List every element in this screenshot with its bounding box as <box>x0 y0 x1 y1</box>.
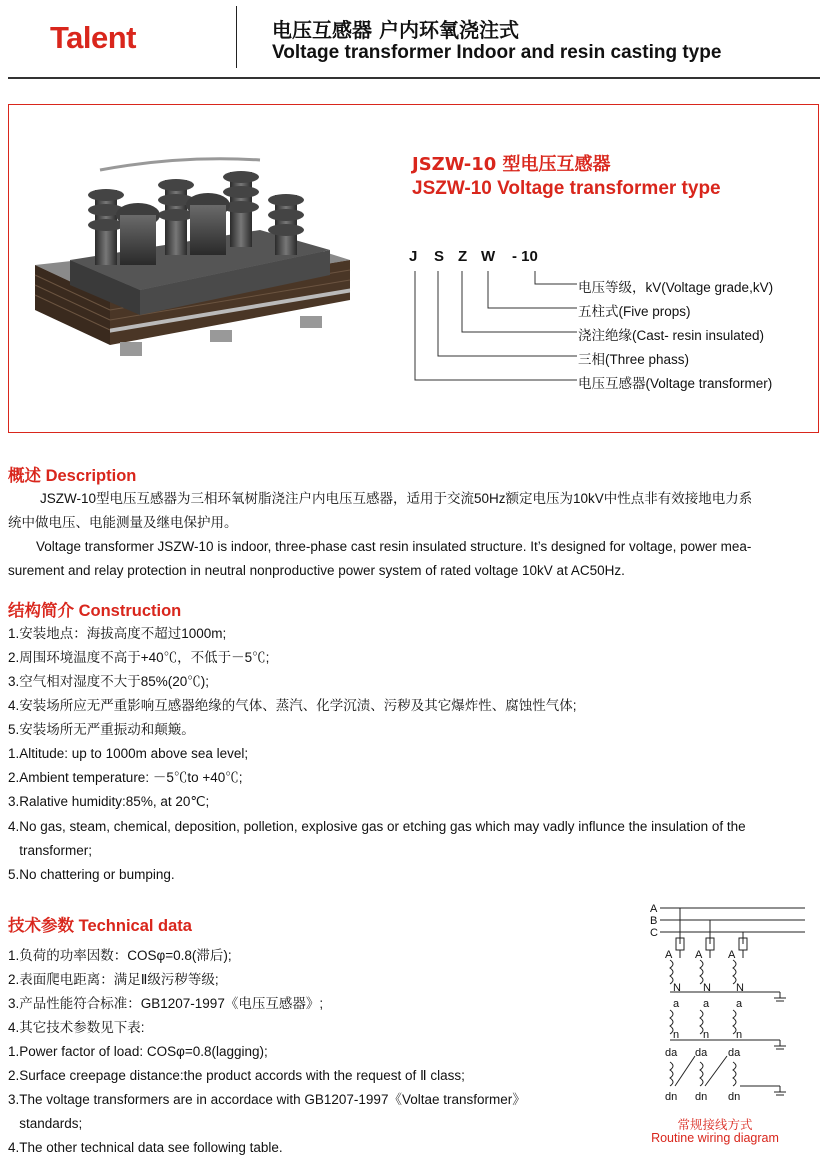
model-title-cn: JSZW-10 型电压互感器 <box>412 154 611 175</box>
technical-item: 3.产品性能符合标准：GB1207-1997《电压互感器》; <box>8 996 324 1011</box>
construction-item: 3.空气相对湿度不大于85%(20℃); <box>8 674 210 689</box>
construction-item: 4.安装场所应无严重影响互感器绝缘的气体、蒸汽、化学沉渍、污秽及其它爆炸性、腐蚀性气体; <box>8 698 577 713</box>
description-en-line2: surement and relay protection in neutral nonproductive power system of rated voltage 10kV at AC50Hz. <box>8 563 625 578</box>
description-cn-line1: JSZW-10型电压互感器为三相环氧树脂浇注户内电压互感器，适用于交流50Hz额定电压为10kV中性点非有效接地电力系 <box>40 491 753 506</box>
legend-five-props: 五柱式(Five props) <box>578 304 691 319</box>
wiring-caption-en: Routine wiring diagram <box>651 1131 779 1145</box>
header-divider <box>236 6 237 68</box>
description-cn-line2: 统中做电压、电能测量及继电保护用。 <box>8 515 238 530</box>
neutral-label: N <box>736 982 744 994</box>
legend-voltage-transformer: 电压互感器(Voltage transformer) <box>578 376 773 391</box>
transformer-product-image <box>30 150 355 380</box>
technical-item: 2.表面爬电距离：满足Ⅱ级污秽等级; <box>8 972 219 987</box>
construction-item: 2.Ambient temperature: －5℃to +40℃; <box>8 770 243 785</box>
technical-item: standards; <box>8 1116 83 1131</box>
secondary-a-label: a <box>703 998 710 1010</box>
tertiary-da-label: da <box>695 1047 708 1059</box>
construction-item: 4.No gas, steam, chemical, deposition, polletion, explosive gas or etching gas which may vadly influnce the insulation of the <box>8 819 746 834</box>
wiring-caption-cn: 常规接线方式 <box>677 1118 753 1132</box>
primary-label: A <box>665 949 673 961</box>
section-heading-construction: 结构简介 Construction <box>8 602 182 620</box>
technical-item: 1.负荷的功率因数：COSφ=0.8(滞后); <box>8 948 232 963</box>
header-rule <box>8 77 820 79</box>
primary-label: A <box>695 949 703 961</box>
code-letter-w: W <box>481 248 496 265</box>
technical-item: 4.其它技术参数见下表: <box>8 1020 145 1035</box>
secondary-a-label: a <box>673 998 680 1010</box>
section-heading-description: 概述 Description <box>8 467 137 485</box>
code-voltage: - 10 <box>512 248 538 265</box>
page-title-cn: 电压互感器 户内环氧浇注式 <box>272 18 519 42</box>
brand-logo: Talent <box>50 20 136 55</box>
secondary-n-label: n <box>673 1029 680 1041</box>
model-code-leader-lines <box>405 265 585 390</box>
section-heading-technical: 技术参数 Technical data <box>8 917 192 935</box>
secondary-n-label: n <box>703 1029 710 1041</box>
technical-item: 3.The voltage transformers are in accordace with GB1207-1997《Voltae transformer》 <box>8 1092 526 1107</box>
tertiary-dn-label: dn <box>695 1091 708 1103</box>
neutral-label: N <box>673 982 681 994</box>
description-en-line1: Voltage transformer JSZW-10 is indoor, three-phase cast resin insulated structure. It’s designed for voltage, power mea- <box>36 539 752 554</box>
construction-item: 2.周围环境温度不高于+40℃，不低于－5℃; <box>8 650 270 665</box>
code-letter-j: J <box>409 248 418 265</box>
technical-item: 2.Surface creepage distance:the product accords with the request of Ⅱ class; <box>8 1068 465 1083</box>
wiring-diagram <box>645 898 815 1118</box>
secondary-a-label: a <box>736 998 743 1010</box>
phase-label-b: B <box>650 915 658 927</box>
neutral-label: N <box>703 982 711 994</box>
construction-item: 5.No chattering or bumping. <box>8 867 175 882</box>
primary-label: A <box>728 949 736 961</box>
legend-voltage-grade: 电压等级，kV(Voltage grade,kV) <box>578 280 774 295</box>
code-letter-s: S <box>434 248 445 265</box>
tertiary-dn-label: dn <box>728 1091 741 1103</box>
page-title-en: Voltage transformer Indoor and resin casting type <box>272 42 722 63</box>
code-letter-z: Z <box>458 248 468 265</box>
tertiary-dn-label: dn <box>665 1091 678 1103</box>
construction-item: 1.Altitude: up to 1000m above sea level; <box>8 746 249 761</box>
construction-item: 3.Ralative humidity:85%, at 20℃; <box>8 794 210 809</box>
legend-three-phase: 三相(Three phass) <box>578 352 690 367</box>
technical-item: 4.The other technical data see following table. <box>8 1140 283 1155</box>
construction-item: 5.安装场所无严重振动和颠簸。 <box>8 722 195 737</box>
phase-label-a: A <box>650 903 658 915</box>
technical-item: 1.Power factor of load: COSφ=0.8(lagging); <box>8 1044 268 1059</box>
legend-cast-resin: 浇注绝缘(Cast- resin insulated) <box>578 328 765 343</box>
tertiary-da-label: da <box>728 1047 741 1059</box>
phase-label-c: C <box>650 927 658 939</box>
tertiary-da-label: da <box>665 1047 678 1059</box>
secondary-n-label: n <box>736 1029 743 1041</box>
construction-item: transformer; <box>8 843 93 858</box>
construction-item: 1.安装地点：海拔高度不超过1000m; <box>8 626 227 641</box>
model-title-en: JSZW-10 Voltage transformer type <box>412 178 721 199</box>
